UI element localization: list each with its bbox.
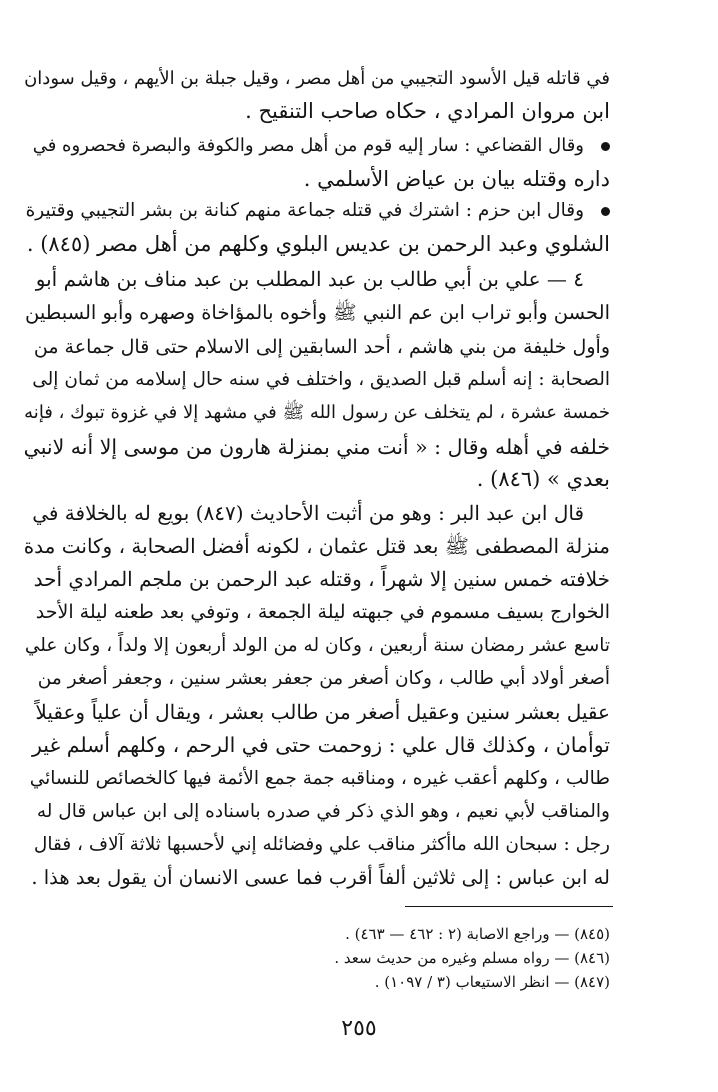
footnote: (٨٤٥) — وراجع الاصابة (٢ : ٤٦٢ — ٤٦٣) . (345, 925, 610, 943)
footnote-rule (405, 906, 613, 907)
page-number: ٢٥٥ (341, 1016, 377, 1041)
text-line: الصحابة : إنه أسلم قبل الصديق ، واختلف في سنه حال إسلامه من ثمان إلى (32, 369, 610, 390)
bullet-icon (601, 142, 610, 151)
text-line: بعدي » (٨٤٦) . (476, 467, 610, 491)
text-line: رجل : سبحان الله ماأكثر مناقب علي وفضائله إني لأحسبها ثلاثة آلاف ، فقال (33, 834, 610, 855)
text-line: في قاتله قيل الأسود التجيبي من أهل مصر ، وقيل جبلة بن الأيهم ، وقيل سودان (24, 68, 610, 89)
text-line: خلافته خمس سنين إلا شهراً ، وقتله عبد الرحمن بن ملجم المرادي أحد (33, 567, 610, 591)
footnote: (٨٤٧) — انظر الاستيعاب (٣ / ١٠٩٧) . (374, 973, 610, 991)
text-line: وأول خليفة من بني هاشم ، أحد السابقين إلى الاسلام حتى قال جماعة من (33, 336, 610, 358)
text-line: أصغر أولاد أبي طالب ، وكان أصغر من جعفر بعشر سنين ، وجعفر أصغر من (37, 668, 610, 689)
text-line: توأمان ، وكذلك قال علي : زوحمت حتى في الرحم ، وكلهم أسلم غير (31, 733, 610, 757)
text-line: والمناقب لأبي نعيم ، وهو الذي ذكر في صدره باسناده إلى ابن عباس قال له (36, 801, 610, 822)
text-line: ٤ — علي بن أبي طالب بن عبد المطلب بن عبد مناف بن هاشم أبو (35, 267, 584, 291)
bullet-icon (601, 207, 610, 216)
text-line: وقال القضاعي : سار إليه قوم من أهل مصر والكوفة والبصرة فحصروه في (32, 135, 584, 156)
text-line: الحسن وأبو تراب ابن عم النبي ﷺ وأخوه بالمؤاخاة وصهره وأبو السبطين (24, 301, 610, 324)
text-line: طالب ، وكلهم أعقب غيره ، ومناقبه جمة جمع الأئمة فيها كالخصائص للنسائي (29, 768, 610, 789)
text-line: منزلة المصطفى ﷺ بعد قتل عثمان ، لكونه أفضل الصحابة ، وكانت مدة (23, 534, 610, 558)
text-line: الخوارج بسيف مسموم في جبهته ليلة الجمعة ، وتوفي بعد طعنه ليلة الأحد (35, 601, 610, 623)
text-line: ابن مروان المرادي ، حكاه صاحب التنقيح . (245, 99, 610, 123)
text-line: خلفه في أهله وقال : « أنت مني بمنزلة هارون من موسى إلا أنه لانبي (23, 435, 610, 459)
text-line: الشلوي وعبد الرحمن بن عديس البلوي وكلهم من أهل مصر (٨٤٥) . (26, 232, 610, 256)
text-line: خمسة عشرة ، لم يتخلف عن رسول الله ﷺ في مشهد إلا في غزوة تبوك ، فإنه (24, 402, 610, 423)
text-line: تاسع عشر رمضان سنة أربعين ، وكان له من الولد أربعون إلا ولداً ، وكان علي (24, 635, 610, 656)
text-line: داره وقتله بيان بن عياض الأسلمي . (303, 167, 610, 191)
text-line: وقال ابن حزم : اشترك في قتله جماعة منهم كنانة بن بشر التجيبي وقتيرة (25, 200, 584, 221)
footnote: (٨٤٦) — رواه مسلم وغيره من حديث سعد . (334, 949, 610, 967)
text-line: له ابن عباس : إلى ثلاثين ألفاً أقرب فما عسى الانسان أن يقول بعد هذا . (31, 866, 610, 889)
text-line: قال ابن عبد البر : وهو من أثبت الأحاديث (٨٤٧) بويع له بالخلافة في (32, 501, 584, 525)
text-line: عقيل بعشر سنين وعقيل أصغر من طالب بعشر ، ويقال أن علياً وعقيلاً (35, 700, 610, 724)
